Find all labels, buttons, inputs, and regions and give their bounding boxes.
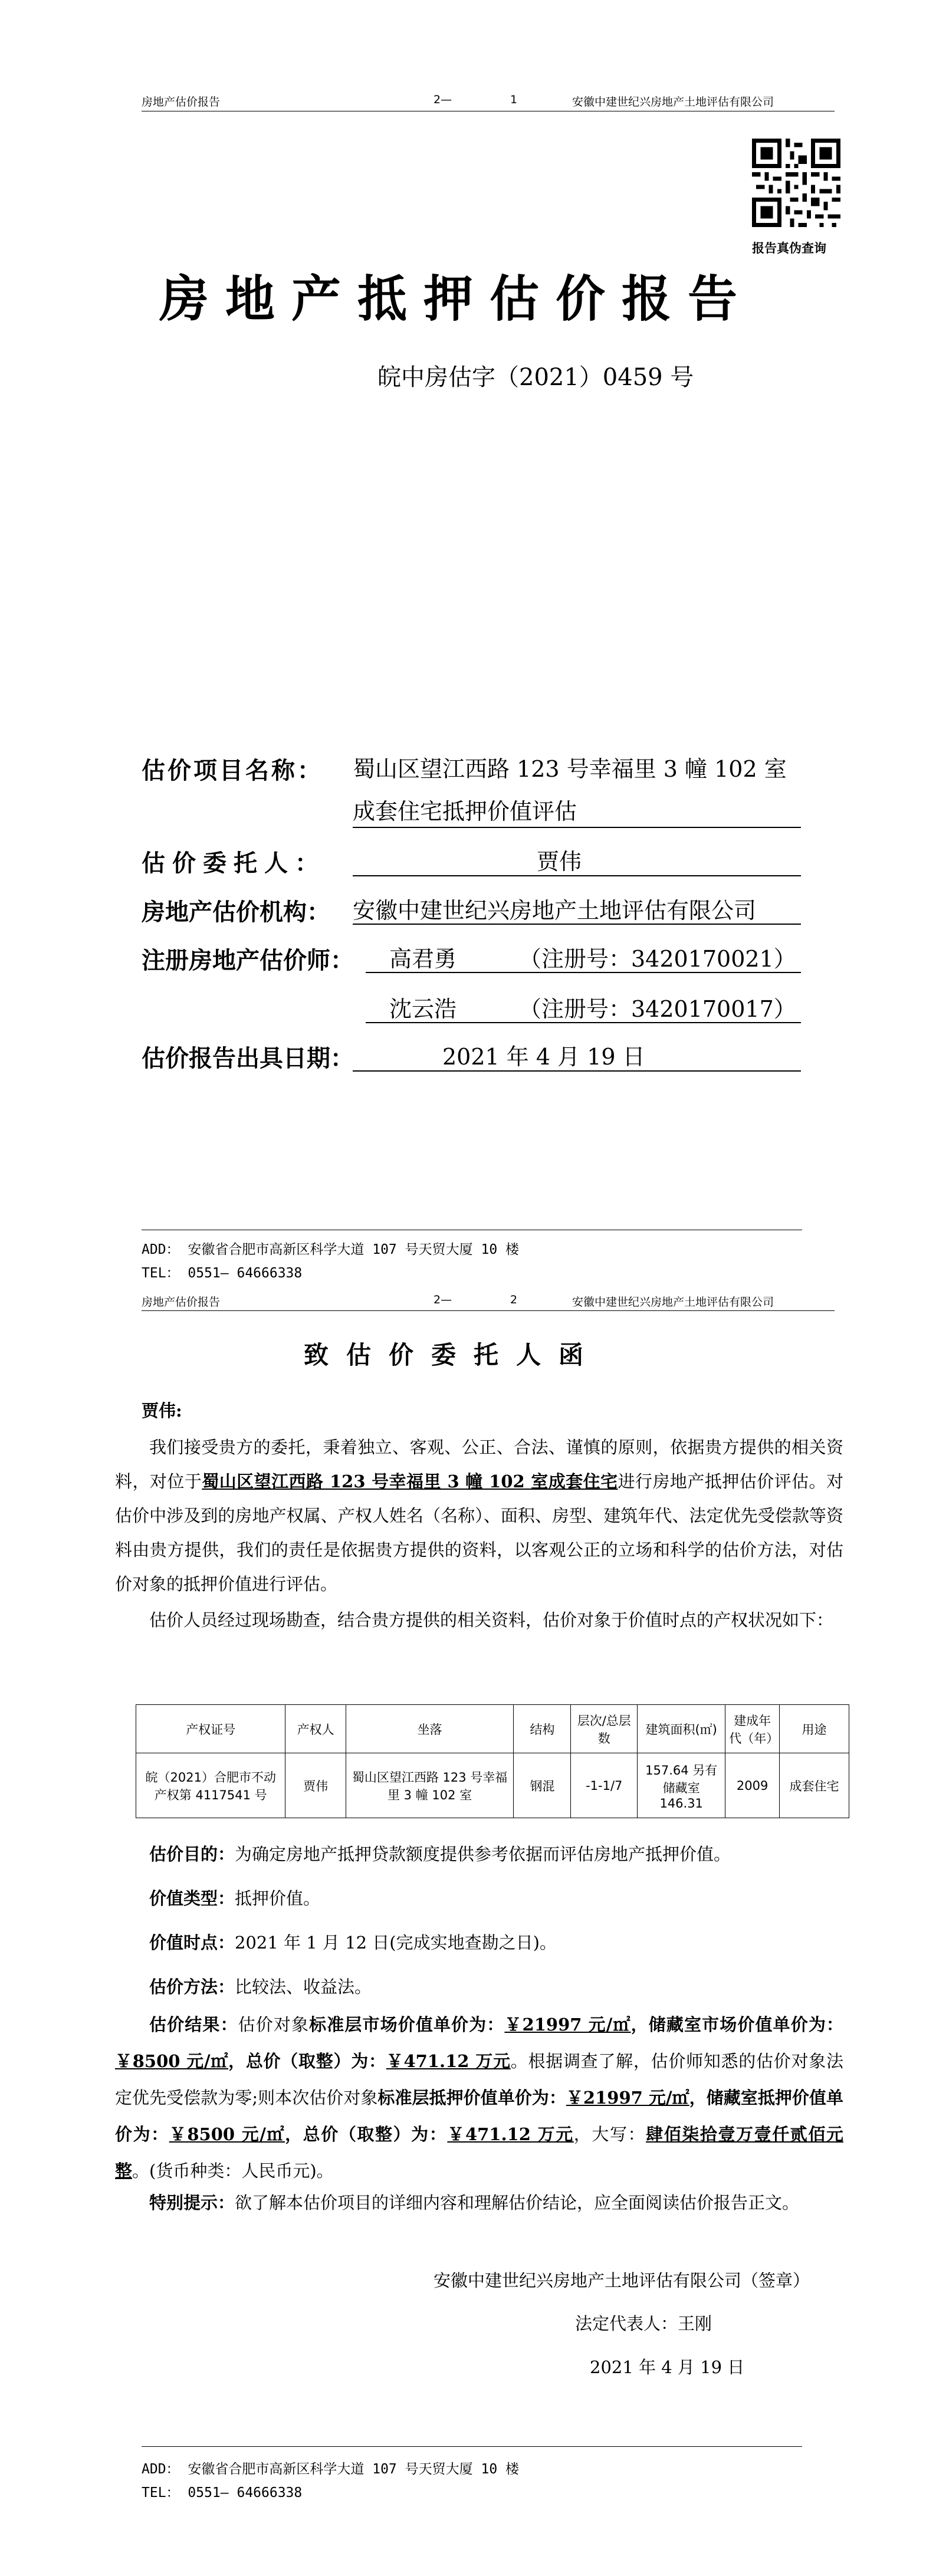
report-date-underline <box>353 1070 801 1072</box>
page1-header-right: 安徽中建世纪兴房地产土地评估有限公司 <box>572 96 774 109</box>
purpose-label: 估价目的： <box>149 1844 235 1864</box>
agency-underline <box>353 924 801 925</box>
project-name-label: 估价项目名称： <box>142 757 323 784</box>
result-text-17: 。(货币种类：人民币元)。 <box>132 2161 334 2181</box>
page2-header-page-num: 2 <box>510 1293 518 1306</box>
client-label: 估价委托人： <box>142 849 326 877</box>
table-cell-area: 157.64 另有储藏室 146.31 <box>638 1753 725 1818</box>
para1-text-a: 我们接受贵方的委托，秉着独立、客观、公正、合法、谨慎的原则，依据贵方提供的相关资料，对位于 <box>115 1437 843 1491</box>
purpose-line <box>115 1837 843 1871</box>
report-date-value: 2021 年 4 月 19 日 <box>442 1044 645 1070</box>
letter-salutation: 贾伟: <box>142 1401 182 1421</box>
table-cell-floors: -1-1/7 <box>571 1753 638 1818</box>
appraiser-2-underline <box>366 1022 801 1023</box>
result-text-9: 标准层抵押价值单价为： <box>377 2088 566 2108</box>
result-text-6: ，总价（取整）为： <box>228 2051 386 2071</box>
agency-value: 安徽中建世纪兴房地产土地评估有限公司 <box>353 898 757 924</box>
table-cell-year: 2009 <box>725 1753 780 1818</box>
client-underline <box>353 875 801 876</box>
result-paragraph <box>115 2006 843 2189</box>
report-title: 房地产抵押估价报告 <box>159 270 754 328</box>
project-name-underline <box>353 827 801 828</box>
signature-date: 2021 年 4 月 19 日 <box>590 2357 745 2377</box>
letter-title: 致估价委托人函 <box>304 1340 602 1369</box>
appraiser-label: 注册房地产估价师： <box>142 947 354 974</box>
result-text-11: ，储藏室抵押价值单价为： <box>115 2088 843 2144</box>
result-mortgage-total: ￥471.12 万元 <box>447 2124 574 2144</box>
table-header-cert: 产权证号 <box>136 1705 285 1753</box>
table-cell-owner: 贾伟 <box>285 1753 346 1818</box>
para1-text-c: 进行房地产抵押估价评估。对估价中涉及到的房地产权属、产权人姓名（名称）、面积、房型、建筑年代、法定优先受偿款等资料由贵方提供，我们的责任是依据贵方提供的资料，以客观公正的立场和科学的估价方法，对估价对象的抵押价值进行评估。 <box>115 1471 843 1594</box>
signature-company: 安徽中建世纪兴房地产土地评估有限公司（签章） <box>433 2271 810 2291</box>
property-table <box>136 1704 849 1818</box>
result-storage-mortgage-price: ￥8500 元/㎡ <box>169 2124 285 2144</box>
page2-footer-rule <box>142 2446 802 2447</box>
table-cell-cert: 皖（2021）合肥市不动产权第 4117541 号 <box>136 1753 285 1818</box>
result-text-4: ，储藏室市场价值单价为： <box>630 2015 843 2035</box>
client-value: 贾伟 <box>537 849 582 875</box>
result-text-8: 。根据调查了解，估价师知悉的估价对象法定优先受偿款为零;则本次估价对象 <box>115 2051 843 2108</box>
notice-paragraph <box>115 2185 843 2220</box>
value-date-text: 2021 年 1 月 12 日(完成实地查勘之日)。 <box>235 1933 557 1953</box>
qr-caption: 报告真伪查询 <box>752 241 826 255</box>
method-text: 比较法、收益法。 <box>235 1977 372 1997</box>
appraiser-1-underline <box>366 972 801 973</box>
purpose-text: 为确定房地产抵押贷款额度提供参考依据而评估房地产抵押价值。 <box>235 1844 731 1864</box>
table-header-structure: 结构 <box>514 1705 571 1753</box>
result-text-2: 标准层市场价值单价为： <box>309 2015 505 2035</box>
property-table-header-row <box>136 1705 849 1753</box>
project-name-value-1: 蜀山区望江西路 123 号幸福里 3 幢 102 室 <box>353 756 787 782</box>
notice-label: 特别提示： <box>149 2193 235 2213</box>
table-header-location: 坐落 <box>346 1705 514 1753</box>
page2-header-right: 安徽中建世纪兴房地产土地评估有限公司 <box>572 1296 774 1309</box>
value-type-line <box>115 1881 843 1915</box>
table-cell-location: 蜀山区望江西路 123 号幸福里 3 幢 102 室 <box>346 1753 514 1818</box>
report-number: 皖中房估字（2021）0459 号 <box>377 364 694 391</box>
result-market-unit-price: ￥21997 元/㎡ <box>504 2015 631 2035</box>
value-date-line <box>115 1926 843 1960</box>
result-total-in-words: 肆佰柒拾壹万壹仟贰佰元整 <box>115 2124 843 2181</box>
page2-header-page-total: 2— <box>433 1293 452 1306</box>
table-cell-structure: 钢混 <box>514 1753 571 1818</box>
page2-header-left: 房地产估价报告 <box>142 1296 221 1309</box>
result-text-1: 估价对象 <box>238 2015 310 2035</box>
value-type-label: 价值类型： <box>149 1888 235 1908</box>
agency-label: 房地产估价机构： <box>142 898 330 926</box>
page2-header-rule <box>142 1310 835 1311</box>
appraiser-1-reg: （注册号：3420170021） <box>519 946 796 972</box>
qr-code-icon <box>752 139 840 227</box>
page2-footer-tel: TEL： 0551— 64666338 <box>142 2485 303 2501</box>
page1-header-page-total: 2— <box>433 93 452 106</box>
method-line <box>115 1970 843 2004</box>
result-text-13: ，总价（取整）为： <box>285 2124 448 2144</box>
result-label: 估价结果： <box>149 2015 238 2035</box>
value-date-label: 价值时点： <box>149 1933 235 1953</box>
result-storage-market-price: ￥8500 元/㎡ <box>115 2051 229 2071</box>
result-market-total: ￥471.12 万元 <box>386 2051 511 2071</box>
notice-text: 欲了解本估价项目的详细内容和理解估价结论，应全面阅读估价报告正文。 <box>235 2193 800 2213</box>
page1-header-page-num: 1 <box>510 93 518 106</box>
page2-footer-address: ADD： 安徽省合肥市高新区科学大道 107 号天贸大厦 10 楼 <box>142 2462 520 2477</box>
table-row <box>136 1753 849 1818</box>
result-text-15: ，大写： <box>573 2124 646 2144</box>
letter-para-1 <box>115 1430 843 1601</box>
method-label: 估价方法： <box>149 1977 235 1997</box>
table-header-area: 建筑面积(㎡) <box>638 1705 725 1753</box>
appraiser-2-name: 沈云浩 <box>389 996 457 1022</box>
table-header-year: 建成年代（年） <box>725 1705 780 1753</box>
page1-footer-address: ADD： 安徽省合肥市高新区科学大道 107 号天贸大厦 10 楼 <box>142 1242 520 1257</box>
letter-para-2: 估价人员经过现场勘查，结合贵方提供的相关资料，估价对象于价值时点的产权状况如下： <box>149 1610 834 1630</box>
table-header-floors: 层次/总层数 <box>571 1705 638 1753</box>
appraiser-2-reg: （注册号：3420170017） <box>519 996 796 1022</box>
page1-header-left: 房地产估价报告 <box>142 96 221 109</box>
table-header-use: 用途 <box>780 1705 849 1753</box>
value-type-text: 抵押价值。 <box>235 1888 321 1908</box>
report-date-label: 估价报告出具日期： <box>142 1044 354 1072</box>
table-header-owner: 产权人 <box>285 1705 346 1753</box>
page1-footer-tel: TEL： 0551— 64666338 <box>142 1266 303 1281</box>
project-name-value-2: 成套住宅抵押价值评估 <box>353 799 577 824</box>
table-cell-use: 成套住宅 <box>780 1753 849 1818</box>
result-mortgage-unit-price: ￥21997 元/㎡ <box>566 2088 689 2108</box>
para1-property-address: 蜀山区望江西路 123 号幸福里 3 幢 102 室成套住宅 <box>202 1471 618 1491</box>
appraiser-1-name: 高君勇 <box>389 946 457 972</box>
signature-representative: 法定代表人：王刚 <box>575 2314 712 2334</box>
